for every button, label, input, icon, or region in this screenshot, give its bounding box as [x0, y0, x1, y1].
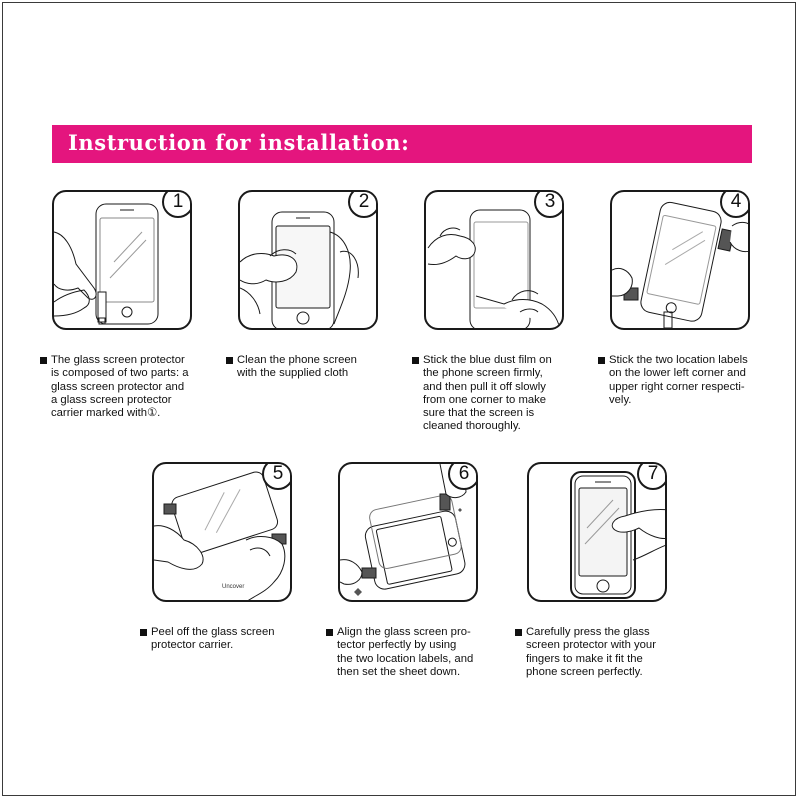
- caption-line: vely.: [609, 393, 632, 406]
- header-banner: [52, 125, 752, 163]
- caption-line: phone screen perfectly.: [526, 665, 643, 678]
- step-illustration: [610, 190, 750, 330]
- bullet-icon: [515, 629, 522, 636]
- bullet-icon: [226, 357, 233, 364]
- step-illustration: [238, 190, 378, 330]
- caption-line: Carefully press the glass: [526, 626, 650, 638]
- caption-line: and then pull it off slowly: [423, 380, 546, 393]
- step-illustration: [424, 190, 564, 330]
- caption-line: the phone screen firmly,: [423, 367, 543, 380]
- step-number: 4: [720, 190, 750, 218]
- step-number: 3: [534, 190, 564, 218]
- step-number: 6: [448, 462, 478, 490]
- step-caption: [598, 354, 763, 407]
- step-caption: [140, 626, 305, 653]
- caption-line: glass screen protector and: [51, 380, 185, 393]
- page-title: Instruction for installation:: [68, 130, 410, 155]
- caption-line: fingers to make it fit the: [526, 652, 643, 665]
- caption-line: cleaned thoroughly.: [423, 420, 521, 433]
- step-caption: [326, 626, 491, 679]
- caption-line: sure that the screen is: [423, 407, 535, 420]
- step-caption: [226, 354, 391, 381]
- caption-line: then set the sheet down.: [337, 665, 461, 678]
- step-number: 7: [637, 462, 667, 490]
- caption-line: screen protector with your: [526, 639, 656, 652]
- caption-line: a glass screen protector: [51, 393, 172, 406]
- step-caption: [40, 354, 205, 420]
- step-illustration: [338, 462, 478, 602]
- step-caption: [412, 354, 577, 434]
- bullet-icon: [40, 357, 47, 364]
- caption-line: from one corner to make: [423, 393, 547, 406]
- bullet-icon: [326, 629, 333, 636]
- caption-line: Peel off the glass screen: [151, 626, 275, 638]
- caption-line: carrier marked with①.: [51, 407, 161, 420]
- caption-line: on the lower left corner and: [609, 367, 746, 380]
- step-illustration: [152, 462, 292, 602]
- step-illustration: [527, 462, 667, 602]
- bullet-icon: [598, 357, 605, 364]
- caption-line: Stick the blue dust film on: [423, 354, 552, 366]
- bullet-icon: [412, 357, 419, 364]
- step-number: 2: [348, 190, 378, 218]
- uncover-label: Uncover: [222, 584, 245, 590]
- caption-line: protector carrier.: [151, 639, 234, 652]
- caption-line: Stick the two location labels: [609, 354, 748, 366]
- caption-line: Clean the phone screen: [237, 354, 357, 366]
- caption-line: upper right corner respecti-: [609, 380, 745, 393]
- step-caption: [515, 626, 680, 679]
- caption-line: tector perfectly by using: [337, 639, 457, 652]
- caption-line: with the supplied cloth: [237, 367, 349, 380]
- bullet-icon: [140, 629, 147, 636]
- caption-line: Align the glass screen pro-: [337, 626, 471, 638]
- caption-line: The glass screen protector: [51, 354, 185, 366]
- step-number: 5: [262, 462, 292, 490]
- caption-line: is composed of two parts: a: [51, 367, 189, 380]
- step-number: 1: [162, 190, 192, 218]
- caption-line: the two location labels, and: [337, 652, 474, 665]
- step-illustration: [52, 190, 192, 330]
